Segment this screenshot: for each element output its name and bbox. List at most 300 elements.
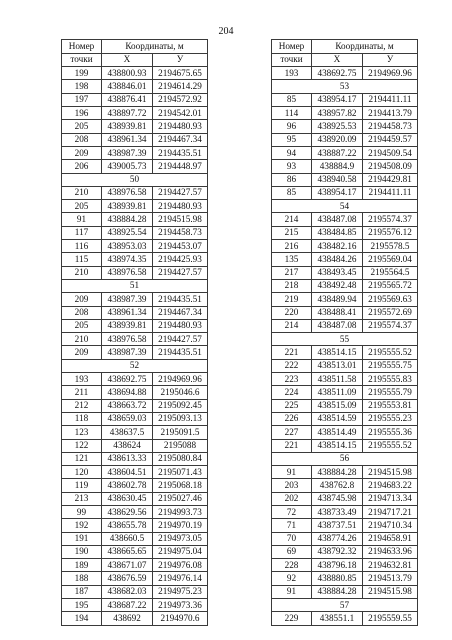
point-number: 116 bbox=[62, 240, 102, 253]
coordinate-y: 2194683.22 bbox=[363, 479, 418, 492]
header-row bbox=[272, 40, 418, 54]
header-x: X bbox=[312, 53, 363, 67]
coordinate-x: 438513.01 bbox=[312, 359, 363, 372]
coordinate-y: 2194508.09 bbox=[363, 160, 418, 173]
coordinate-x: 438665.65 bbox=[102, 545, 153, 558]
table-row bbox=[62, 399, 208, 412]
table-row bbox=[62, 319, 208, 332]
coordinate-x: 438796.18 bbox=[312, 559, 363, 572]
contour-number: 51 bbox=[62, 279, 208, 292]
table-row bbox=[272, 399, 418, 412]
page-number: 204 bbox=[218, 26, 234, 37]
coordinate-y: 2194515.98 bbox=[153, 213, 208, 226]
coordinate-y: 2195088 bbox=[153, 439, 208, 452]
coordinate-y: 2194459.57 bbox=[363, 133, 418, 146]
point-number: 91 bbox=[272, 466, 312, 479]
coordinate-x: 438745.98 bbox=[312, 492, 363, 505]
contour-row bbox=[272, 80, 418, 93]
table-row bbox=[272, 160, 418, 173]
coordinate-y: 2195555.36 bbox=[363, 426, 418, 439]
coordinate-y: 2194973.36 bbox=[153, 599, 208, 612]
point-number: 123 bbox=[62, 426, 102, 439]
coordinate-x: 438974.35 bbox=[102, 253, 153, 266]
table-row bbox=[272, 545, 418, 558]
coordinate-y: 2194435.51 bbox=[153, 293, 208, 306]
coordinate-x: 438987.39 bbox=[102, 293, 153, 306]
point-number: 69 bbox=[272, 545, 312, 558]
table-row bbox=[272, 479, 418, 492]
table-row bbox=[272, 585, 418, 598]
coordinate-x: 438880.85 bbox=[312, 572, 363, 585]
coordinate-y: 2194975.23 bbox=[153, 585, 208, 598]
contour-row bbox=[272, 333, 418, 346]
contour-row bbox=[272, 599, 418, 612]
coordinate-x: 438846.01 bbox=[102, 80, 153, 93]
table-row bbox=[272, 226, 418, 239]
coordinate-x: 438884.28 bbox=[312, 585, 363, 598]
point-number: 211 bbox=[62, 386, 102, 399]
point-number: 219 bbox=[272, 293, 312, 306]
table-row bbox=[62, 160, 208, 173]
coordinate-x: 438488.41 bbox=[312, 306, 363, 319]
coordinate-x: 438792.32 bbox=[312, 545, 363, 558]
coordinate-x: 438630.45 bbox=[102, 492, 153, 505]
coordinate-y: 2194509.54 bbox=[363, 146, 418, 159]
coordinate-y: 2194515.98 bbox=[363, 585, 418, 598]
coordinate-x: 438655.78 bbox=[102, 519, 153, 532]
coordinate-y: 2195578.5 bbox=[363, 240, 418, 253]
coordinate-y: 2194480.93 bbox=[153, 120, 208, 133]
point-number: 85 bbox=[272, 93, 312, 106]
point-number: 225 bbox=[272, 399, 312, 412]
point-number: 70 bbox=[272, 532, 312, 545]
table-row bbox=[272, 612, 418, 625]
table-row bbox=[62, 133, 208, 146]
table-row bbox=[62, 412, 208, 425]
coordinate-x: 438961.34 bbox=[102, 133, 153, 146]
coordinate-x: 438489.94 bbox=[312, 293, 363, 306]
point-number: 214 bbox=[272, 213, 312, 226]
table-row bbox=[62, 306, 208, 319]
coordinate-x: 438514.59 bbox=[312, 412, 363, 425]
coordinate-y: 2194975.04 bbox=[153, 545, 208, 558]
coordinate-x: 438876.41 bbox=[102, 93, 153, 106]
coordinate-y: 2195071.43 bbox=[153, 466, 208, 479]
table-row bbox=[62, 426, 208, 439]
table-row bbox=[62, 107, 208, 120]
table-row bbox=[272, 466, 418, 479]
header-y: У bbox=[363, 53, 418, 67]
point-number: 210 bbox=[62, 333, 102, 346]
table-row bbox=[272, 559, 418, 572]
coordinate-y: 2195555.79 bbox=[363, 386, 418, 399]
point-number: 122 bbox=[62, 439, 102, 452]
coordinate-y: 2195027.46 bbox=[153, 492, 208, 505]
table-row bbox=[272, 67, 418, 80]
coordinate-x: 438774.26 bbox=[312, 532, 363, 545]
contour-number: 54 bbox=[272, 200, 418, 213]
coordinate-y: 2195092.45 bbox=[153, 399, 208, 412]
coordinate-y: 2195046.6 bbox=[153, 386, 208, 399]
coordinate-x: 438987.39 bbox=[102, 346, 153, 359]
table-row bbox=[62, 585, 208, 598]
coordinate-y: 2195559.55 bbox=[363, 612, 418, 625]
table-row bbox=[62, 572, 208, 585]
contour-number: 50 bbox=[62, 173, 208, 186]
table-row bbox=[62, 186, 208, 199]
table-row bbox=[272, 519, 418, 532]
table-row bbox=[272, 93, 418, 106]
coordinate-x: 438884.28 bbox=[312, 466, 363, 479]
point-number: 94 bbox=[272, 146, 312, 159]
coordinate-x: 438484.85 bbox=[312, 226, 363, 239]
point-number: 71 bbox=[272, 519, 312, 532]
table-row bbox=[272, 572, 418, 585]
coordinate-y: 2194572.92 bbox=[153, 93, 208, 106]
coordinate-x: 438671.07 bbox=[102, 559, 153, 572]
table-row bbox=[272, 412, 418, 425]
coordinate-y: 2194467.34 bbox=[153, 133, 208, 146]
point-number: 208 bbox=[62, 306, 102, 319]
point-number: 227 bbox=[272, 426, 312, 439]
coordinate-x: 438953.03 bbox=[102, 240, 153, 253]
point-number: 119 bbox=[62, 479, 102, 492]
coordinate-x: 438493.45 bbox=[312, 266, 363, 279]
table-row bbox=[62, 532, 208, 545]
coordinate-x: 438961.34 bbox=[102, 306, 153, 319]
coordinate-y: 2195080.84 bbox=[153, 452, 208, 465]
point-number: 205 bbox=[62, 319, 102, 332]
header-coordinates: Координаты, м bbox=[312, 40, 418, 54]
coordinate-y: 2195091.5 bbox=[153, 426, 208, 439]
table-row bbox=[62, 479, 208, 492]
coordinate-y: 2194458.73 bbox=[363, 120, 418, 133]
table-row bbox=[62, 266, 208, 279]
coordinate-x: 438692.75 bbox=[312, 67, 363, 80]
contour-row bbox=[62, 279, 208, 292]
point-number: 115 bbox=[62, 253, 102, 266]
point-number: 209 bbox=[62, 346, 102, 359]
coordinate-y: 2195553.81 bbox=[363, 399, 418, 412]
coordinate-x: 438484.26 bbox=[312, 253, 363, 266]
coordinate-y: 2194435.51 bbox=[153, 346, 208, 359]
coordinate-x: 438884.9 bbox=[312, 160, 363, 173]
coordinate-x: 438692.75 bbox=[102, 373, 153, 386]
coordinate-y: 2194515.98 bbox=[363, 466, 418, 479]
table-row bbox=[272, 346, 418, 359]
coordinate-y: 2194411.11 bbox=[363, 186, 418, 199]
coordinate-x: 438514.49 bbox=[312, 426, 363, 439]
coordinate-y: 2194993.73 bbox=[153, 505, 208, 518]
coordinate-x: 438660.5 bbox=[102, 532, 153, 545]
header-number-line2: точки bbox=[272, 53, 312, 67]
coordinate-y: 2194427.57 bbox=[153, 266, 208, 279]
coordinate-x: 438954.17 bbox=[312, 93, 363, 106]
table-row bbox=[272, 426, 418, 439]
point-number: 196 bbox=[62, 107, 102, 120]
coordinate-y: 2194458.73 bbox=[153, 226, 208, 239]
coordinate-x: 438939.81 bbox=[102, 200, 153, 213]
coordinate-y: 2194542.01 bbox=[153, 107, 208, 120]
coordinate-x: 438800.93 bbox=[102, 67, 153, 80]
coordinate-x: 438940.58 bbox=[312, 173, 363, 186]
table-row bbox=[62, 146, 208, 159]
coordinate-y: 2194427.57 bbox=[153, 186, 208, 199]
point-number: 214 bbox=[272, 319, 312, 332]
table-row bbox=[62, 519, 208, 532]
point-number: 216 bbox=[272, 240, 312, 253]
coordinate-x: 438624 bbox=[102, 439, 153, 452]
contour-number: 53 bbox=[272, 80, 418, 93]
header-number-line2: точки bbox=[62, 53, 102, 67]
table-row bbox=[62, 200, 208, 213]
point-number: 221 bbox=[272, 439, 312, 452]
table-row bbox=[62, 559, 208, 572]
point-number: 222 bbox=[272, 359, 312, 372]
coordinate-y: 2194427.57 bbox=[153, 333, 208, 346]
point-number: 92 bbox=[272, 572, 312, 585]
point-number: 228 bbox=[272, 559, 312, 572]
point-number: 120 bbox=[62, 466, 102, 479]
coordinate-y: 2194480.93 bbox=[153, 319, 208, 332]
point-number: 229 bbox=[272, 612, 312, 625]
contour-row bbox=[272, 200, 418, 213]
coordinate-y: 2194614.29 bbox=[153, 80, 208, 93]
coordinate-x: 438492.48 bbox=[312, 279, 363, 292]
table-row bbox=[272, 107, 418, 120]
coordinate-y: 2195569.63 bbox=[363, 293, 418, 306]
point-number: 206 bbox=[62, 160, 102, 173]
coordinate-y: 2195572.69 bbox=[363, 306, 418, 319]
table-row bbox=[62, 213, 208, 226]
table-row bbox=[62, 599, 208, 612]
table-row bbox=[62, 293, 208, 306]
coordinate-x: 438976.58 bbox=[102, 333, 153, 346]
point-number: 121 bbox=[62, 452, 102, 465]
header-number-line1: Номер bbox=[62, 40, 102, 54]
coordinate-y: 2195574.37 bbox=[363, 213, 418, 226]
contour-row bbox=[272, 452, 418, 465]
point-number: 192 bbox=[62, 519, 102, 532]
coordinate-x: 438976.58 bbox=[102, 266, 153, 279]
coordinate-y: 2194976.08 bbox=[153, 559, 208, 572]
coordinate-y: 2195574.37 bbox=[363, 319, 418, 332]
coordinate-y: 2194976.14 bbox=[153, 572, 208, 585]
coordinate-x: 438514.15 bbox=[312, 439, 363, 452]
coordinate-y: 2195569.04 bbox=[363, 253, 418, 266]
coordinate-y: 2194633.96 bbox=[363, 545, 418, 558]
table-row bbox=[272, 186, 418, 199]
point-number: 95 bbox=[272, 133, 312, 146]
table-row bbox=[272, 306, 418, 319]
table-row bbox=[272, 173, 418, 186]
coordinate-y: 2194717.21 bbox=[363, 505, 418, 518]
coordinate-y: 2194713.34 bbox=[363, 492, 418, 505]
coordinate-y: 2194480.93 bbox=[153, 200, 208, 213]
point-number: 223 bbox=[272, 373, 312, 386]
point-number: 215 bbox=[272, 226, 312, 239]
coordinate-x: 438692 bbox=[102, 612, 153, 625]
coordinate-y: 2194970.6 bbox=[153, 612, 208, 625]
table-row bbox=[62, 333, 208, 346]
point-number: 91 bbox=[272, 585, 312, 598]
coordinate-y: 2195555.52 bbox=[363, 346, 418, 359]
point-number: 203 bbox=[272, 479, 312, 492]
coordinate-y: 2194973.05 bbox=[153, 532, 208, 545]
point-number: 212 bbox=[62, 399, 102, 412]
point-number: 210 bbox=[62, 186, 102, 199]
coordinate-x: 438737.51 bbox=[312, 519, 363, 532]
table-row bbox=[272, 373, 418, 386]
point-number: 187 bbox=[62, 585, 102, 598]
point-number: 190 bbox=[62, 545, 102, 558]
coordinate-x: 438682.03 bbox=[102, 585, 153, 598]
table-row bbox=[62, 612, 208, 625]
table-row bbox=[272, 133, 418, 146]
table-row bbox=[272, 266, 418, 279]
coordinate-y: 2195576.12 bbox=[363, 226, 418, 239]
table-row bbox=[272, 146, 418, 159]
coordinate-y: 2195565.72 bbox=[363, 279, 418, 292]
coordinate-x: 438487.08 bbox=[312, 213, 363, 226]
table-body bbox=[62, 40, 208, 626]
coordinate-y: 2194513.79 bbox=[363, 572, 418, 585]
coordinate-x: 438976.58 bbox=[102, 186, 153, 199]
table-row bbox=[62, 226, 208, 239]
coordinate-y: 2194411.11 bbox=[363, 93, 418, 106]
coordinate-x: 438887.22 bbox=[312, 146, 363, 159]
coordinate-x: 438629.56 bbox=[102, 505, 153, 518]
coordinate-y: 2195564.5 bbox=[363, 266, 418, 279]
coordinate-x: 438954.17 bbox=[312, 186, 363, 199]
point-number: 91 bbox=[62, 213, 102, 226]
coordinate-y: 2194969.96 bbox=[363, 67, 418, 80]
point-number: 221 bbox=[272, 346, 312, 359]
coordinate-x: 438884.28 bbox=[102, 213, 153, 226]
coordinate-x: 438482.16 bbox=[312, 240, 363, 253]
point-number: 218 bbox=[272, 279, 312, 292]
coordinate-y: 2194413.79 bbox=[363, 107, 418, 120]
table-row bbox=[62, 253, 208, 266]
point-number: 205 bbox=[62, 200, 102, 213]
contour-number: 55 bbox=[272, 333, 418, 346]
coordinate-y: 2194970.19 bbox=[153, 519, 208, 532]
table-row bbox=[272, 279, 418, 292]
point-number: 220 bbox=[272, 306, 312, 319]
table-row bbox=[62, 386, 208, 399]
coordinate-x: 438676.59 bbox=[102, 572, 153, 585]
coordinate-y: 2195555.75 bbox=[363, 359, 418, 372]
point-number: 202 bbox=[272, 492, 312, 505]
table-row bbox=[62, 466, 208, 479]
coordinate-x: 438987.39 bbox=[102, 146, 153, 159]
coordinate-x: 439005.73 bbox=[102, 160, 153, 173]
contour-number: 57 bbox=[272, 599, 418, 612]
table-row bbox=[272, 253, 418, 266]
coordinate-x: 438604.51 bbox=[102, 466, 153, 479]
table-row bbox=[272, 492, 418, 505]
coordinate-y: 2194969.96 bbox=[153, 373, 208, 386]
table-row bbox=[62, 505, 208, 518]
point-number: 217 bbox=[272, 266, 312, 279]
header-row bbox=[62, 40, 208, 54]
table-row bbox=[272, 319, 418, 332]
coordinate-x: 438551.1 bbox=[312, 612, 363, 625]
coordinate-y: 2194710.34 bbox=[363, 519, 418, 532]
point-number: 85 bbox=[272, 186, 312, 199]
coordinate-x: 438602.78 bbox=[102, 479, 153, 492]
point-number: 96 bbox=[272, 120, 312, 133]
point-number: 209 bbox=[62, 146, 102, 159]
table-row bbox=[272, 120, 418, 133]
coordinate-x: 438487.08 bbox=[312, 319, 363, 332]
point-number: 118 bbox=[62, 412, 102, 425]
point-number: 189 bbox=[62, 559, 102, 572]
header-coordinates: Координаты, м bbox=[102, 40, 208, 54]
point-number: 86 bbox=[272, 173, 312, 186]
point-number: 93 bbox=[272, 160, 312, 173]
coordinate-y: 2195068.18 bbox=[153, 479, 208, 492]
coordinate-x: 438663.72 bbox=[102, 399, 153, 412]
coordinate-y: 2194453.07 bbox=[153, 240, 208, 253]
point-number: 117 bbox=[62, 226, 102, 239]
coordinate-x: 438511.09 bbox=[312, 386, 363, 399]
table-row bbox=[62, 67, 208, 80]
coordinate-x: 438957.82 bbox=[312, 107, 363, 120]
coordinate-x: 438514.15 bbox=[312, 346, 363, 359]
coordinates-table-right bbox=[271, 39, 418, 626]
coordinate-y: 2195555.52 bbox=[363, 439, 418, 452]
coordinate-x: 438925.54 bbox=[102, 226, 153, 239]
table-row bbox=[62, 492, 208, 505]
coordinate-y: 2194435.51 bbox=[153, 146, 208, 159]
point-number: 199 bbox=[62, 67, 102, 80]
coordinate-y: 2194658.91 bbox=[363, 532, 418, 545]
point-number: 188 bbox=[62, 572, 102, 585]
coordinate-y: 2194632.81 bbox=[363, 559, 418, 572]
coordinate-x: 438694.88 bbox=[102, 386, 153, 399]
contour-row bbox=[62, 359, 208, 372]
point-number: 99 bbox=[62, 505, 102, 518]
point-number: 72 bbox=[272, 505, 312, 518]
coordinate-x: 438659.03 bbox=[102, 412, 153, 425]
header-y: У bbox=[153, 53, 208, 67]
header-row bbox=[62, 53, 208, 67]
point-number: 210 bbox=[62, 266, 102, 279]
point-number: 197 bbox=[62, 93, 102, 106]
coordinate-y: 2194675.65 bbox=[153, 67, 208, 80]
coordinate-x: 438687.22 bbox=[102, 599, 153, 612]
coordinate-x: 438515.09 bbox=[312, 399, 363, 412]
coordinate-x: 438920.09 bbox=[312, 133, 363, 146]
coordinate-y: 2195555.23 bbox=[363, 412, 418, 425]
point-number: 195 bbox=[62, 599, 102, 612]
header-row bbox=[272, 53, 418, 67]
table-row bbox=[272, 386, 418, 399]
table-row bbox=[62, 373, 208, 386]
point-number: 135 bbox=[272, 253, 312, 266]
table-row bbox=[272, 532, 418, 545]
table-row bbox=[272, 293, 418, 306]
table-row bbox=[62, 545, 208, 558]
table-row bbox=[62, 80, 208, 93]
point-number: 213 bbox=[62, 492, 102, 505]
coordinate-x: 438762.8 bbox=[312, 479, 363, 492]
table-row bbox=[272, 240, 418, 253]
coordinate-x: 438925.53 bbox=[312, 120, 363, 133]
contour-number: 56 bbox=[272, 452, 418, 465]
coordinate-x: 438939.81 bbox=[102, 319, 153, 332]
